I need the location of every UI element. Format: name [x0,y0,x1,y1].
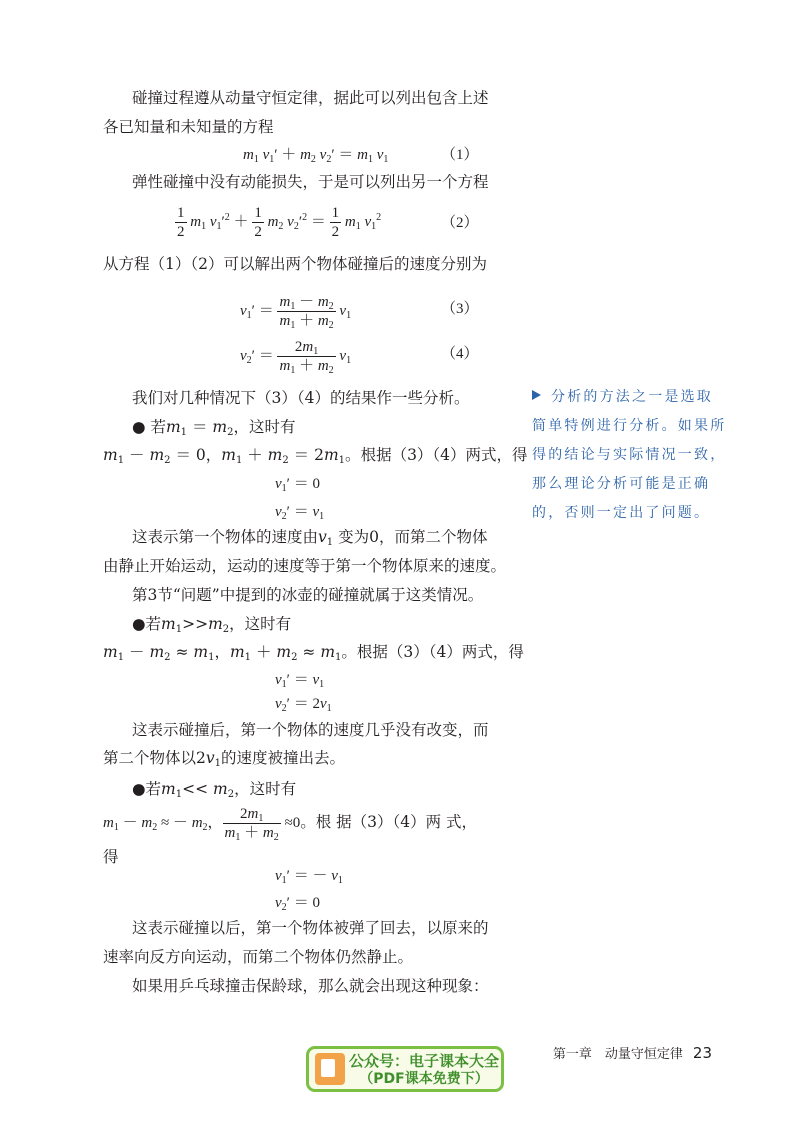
case1-derivation: $m_1 - m_2 = 0$，$m_1 + m_2 = 2m_1$。根据（3）（4）两式，得 [103,446,528,466]
case3-result-v1: $v_1'$ ＝ － $v_1$ [275,868,343,886]
side-note-text: 分析的方法之一是选取简单特例进行分析。如果所得的结论与实际情况一致，那么理论分析可能是正确的，否则一定出了问题。 [532,389,727,521]
paragraph-analysis: 我们对几种情况下（3）（4）的结果作一些分析。 [132,389,470,407]
equation-1: $m_1$ $v_1' + m_2$ $v_2' = m_1$ $v_1$ [243,147,389,165]
book-icon [315,1053,345,1085]
equation-4: $v_2'$ ＝ $\frac{2m_1}{m_1 + m_2}$ $v_1$ [240,339,352,376]
watermark-badge [306,1046,504,1092]
case1-explanation-line2: 由静止开始运动，运动的速度等于第一个物体原来的速度。 [103,557,507,575]
equation-3: $v_1'$ ＝ $\frac{m_1 - m_2}{m_1 + m_2}$ $v_1$ [240,294,352,331]
page-number: 23 [692,1044,712,1062]
case2-explanation-line1: 这表示碰撞后，第一个物体的速度几乎没有改变，而 [132,721,489,739]
badge-line1: 公众号：电子课本大全 [349,1052,500,1070]
case2-derivation: $m_1 - m_2 \approx m_1$，$m_1 + m_2 \approx m_1$。根据（3）（4）两式，得 [103,643,524,663]
case2-result-v2: $v_2' = 2v_1$ [275,696,332,714]
case1-result-v1: $v_1' = 0$ [275,476,320,494]
side-note [532,383,727,528]
paragraph-intro-line2: 各已知量和未知量的方程 [103,118,274,136]
case2-result-v1: $v_1' = v_1$ [275,672,325,690]
equation-4-number: （4） [441,346,479,362]
case2-explanation-line2: 第二个物体以$2v_1$的速度被撞出去。 [103,749,346,769]
page-footer [553,1043,712,1062]
case3-de: 得 [103,848,119,866]
case1-result-v2: $v_2' = v_1$ [275,504,325,522]
paragraph-elastic: 弹性碰撞中没有动能损失，于是可以列出另一个方程 [132,173,489,191]
equation-2-number: （2） [441,215,479,231]
case3-result-v2: $v_2' = 0$ [275,895,320,913]
case3-derivation: $m_1 - m_2$ ≈ － $m_2$， $\frac{2m_1}{m_1 + m_2}$ ≈0。根 据（3）（4）两 式， [103,806,478,843]
case3-explanation-line2: 速率向反方向运动，而第二个物体仍然静止。 [103,948,414,966]
case1-heading: ● 若$m_1 = m_2$，这时有 [132,418,296,438]
case3-heading: ●若$m_1<< m_2$，这时有 [132,780,297,800]
paragraph-last: 如果用乒乓球撞击保龄球，那么就会出现这种现象： [132,977,489,995]
equation-2: $\frac{1}{2}$ $m_1$ $v_1'^2$ ＋ $\frac{1}{2}$ $m_2$ $v_2'^2$ ＝ $\frac{1}{2}$ $m_1$ $v_1^2$ [177,205,382,240]
triangle-marker-icon [532,390,541,400]
badge-line2: （PDF课本免费下） [359,1071,489,1087]
chapter-title: 第一章 动量守恒定律 [552,1047,683,1062]
paragraph-intro-line1: 碰撞过程遵从动量守恒定律，据此可以列出包含上述 [132,89,489,107]
equation-3-number: （3） [441,301,479,317]
case1-explanation-line1: 这表示第一个物体的速度由$v_1$ 变为0，而第二个物体 [132,528,488,548]
case1-explanation-line3: 第3节“问题”中提到的冰壶的碰撞就属于这类情况。 [132,586,484,604]
equation-1-number: （1） [441,147,479,163]
paragraph-solve: 从方程（1）（2）可以解出两个物体碰撞后的速度分别为 [103,255,487,273]
case3-explanation-line1: 这表示碰撞以后，第一个物体被弹了回去，以原来的 [132,919,489,937]
case2-heading: ●若$m_1>>m_2$，这时有 [132,615,292,635]
